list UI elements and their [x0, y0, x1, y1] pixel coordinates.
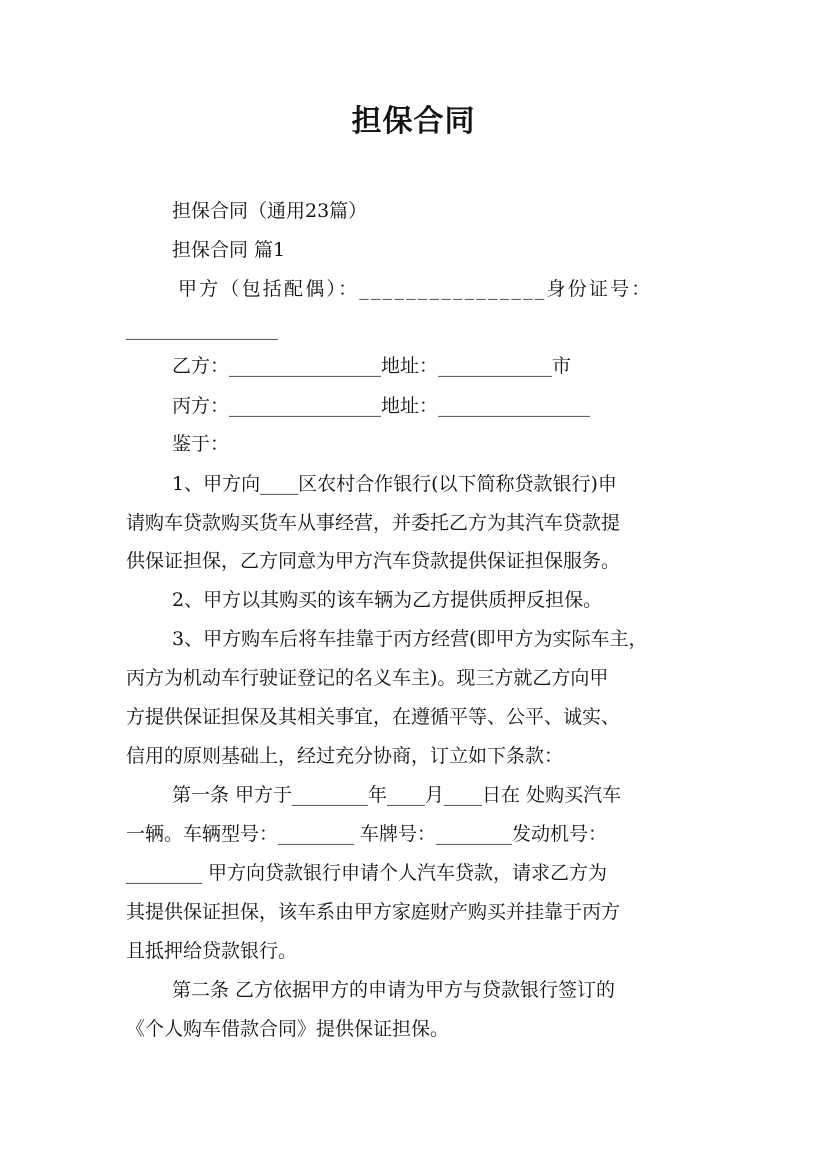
text-line: 信用的原则基础上，经过充分协商，订立如下条款： [126, 745, 564, 767]
text-line: 供保证担保，乙方同意为甲方汽车贷款提供保证担保服务。 [126, 550, 621, 572]
text-line: 乙方：________________地址：____________市 [172, 355, 572, 377]
text-line: 担保合同（通用23篇） [172, 200, 368, 222]
text-line: 3、甲方购车后将车挂靠于丙方经营(即甲方为实际车主， [172, 628, 648, 650]
text-line: 甲方（包括配偶）：________________身份证号： [178, 278, 653, 300]
text-line: 其提供保证担保，该车系由甲方家庭财产购买并挂靠于丙方 [126, 901, 621, 923]
text-line: 第一条 甲方于________年____月____日在 处购买汽车 [172, 784, 622, 806]
text-line: 丙方为机动车行驶证登记的名义车主)。现三方就乙方向甲 [126, 667, 609, 689]
text-line: 且抵押给贷款银行。 [126, 940, 298, 962]
text-line: 1、甲方向____区农村合作银行(以下简称贷款银行)申 [172, 473, 617, 495]
text-line: ________ 甲方向贷款银行申请个人汽车贷款，请求乙方为 [126, 862, 608, 884]
text-line: 2、甲方以其购买的该车辆为乙方提供质押反担保。 [172, 589, 603, 611]
text-line: 鉴于： [172, 433, 230, 455]
text-line: 第二条 乙方依据甲方的申请为甲方与贷款银行签订的 [172, 979, 616, 1001]
text-line: 一辆。车辆型号：________ 车牌号：________发动机号： [126, 823, 608, 845]
text-line: ________________ [126, 318, 278, 340]
text-line: 担保合同 篇1 [172, 239, 286, 261]
text-line: 丙方：________________地址：________________ [172, 395, 591, 417]
text-line: 方提供保证担保及其相关事宜，在遵循平等、公平、诚实、 [126, 706, 621, 728]
text-line: 《个人购车借款合同》提供保证担保。 [126, 1018, 450, 1040]
document-title: 担保合同 [351, 104, 476, 139]
text-line: 请购车贷款购买货车从事经营，并委托乙方为其汽车贷款提 [126, 512, 621, 534]
